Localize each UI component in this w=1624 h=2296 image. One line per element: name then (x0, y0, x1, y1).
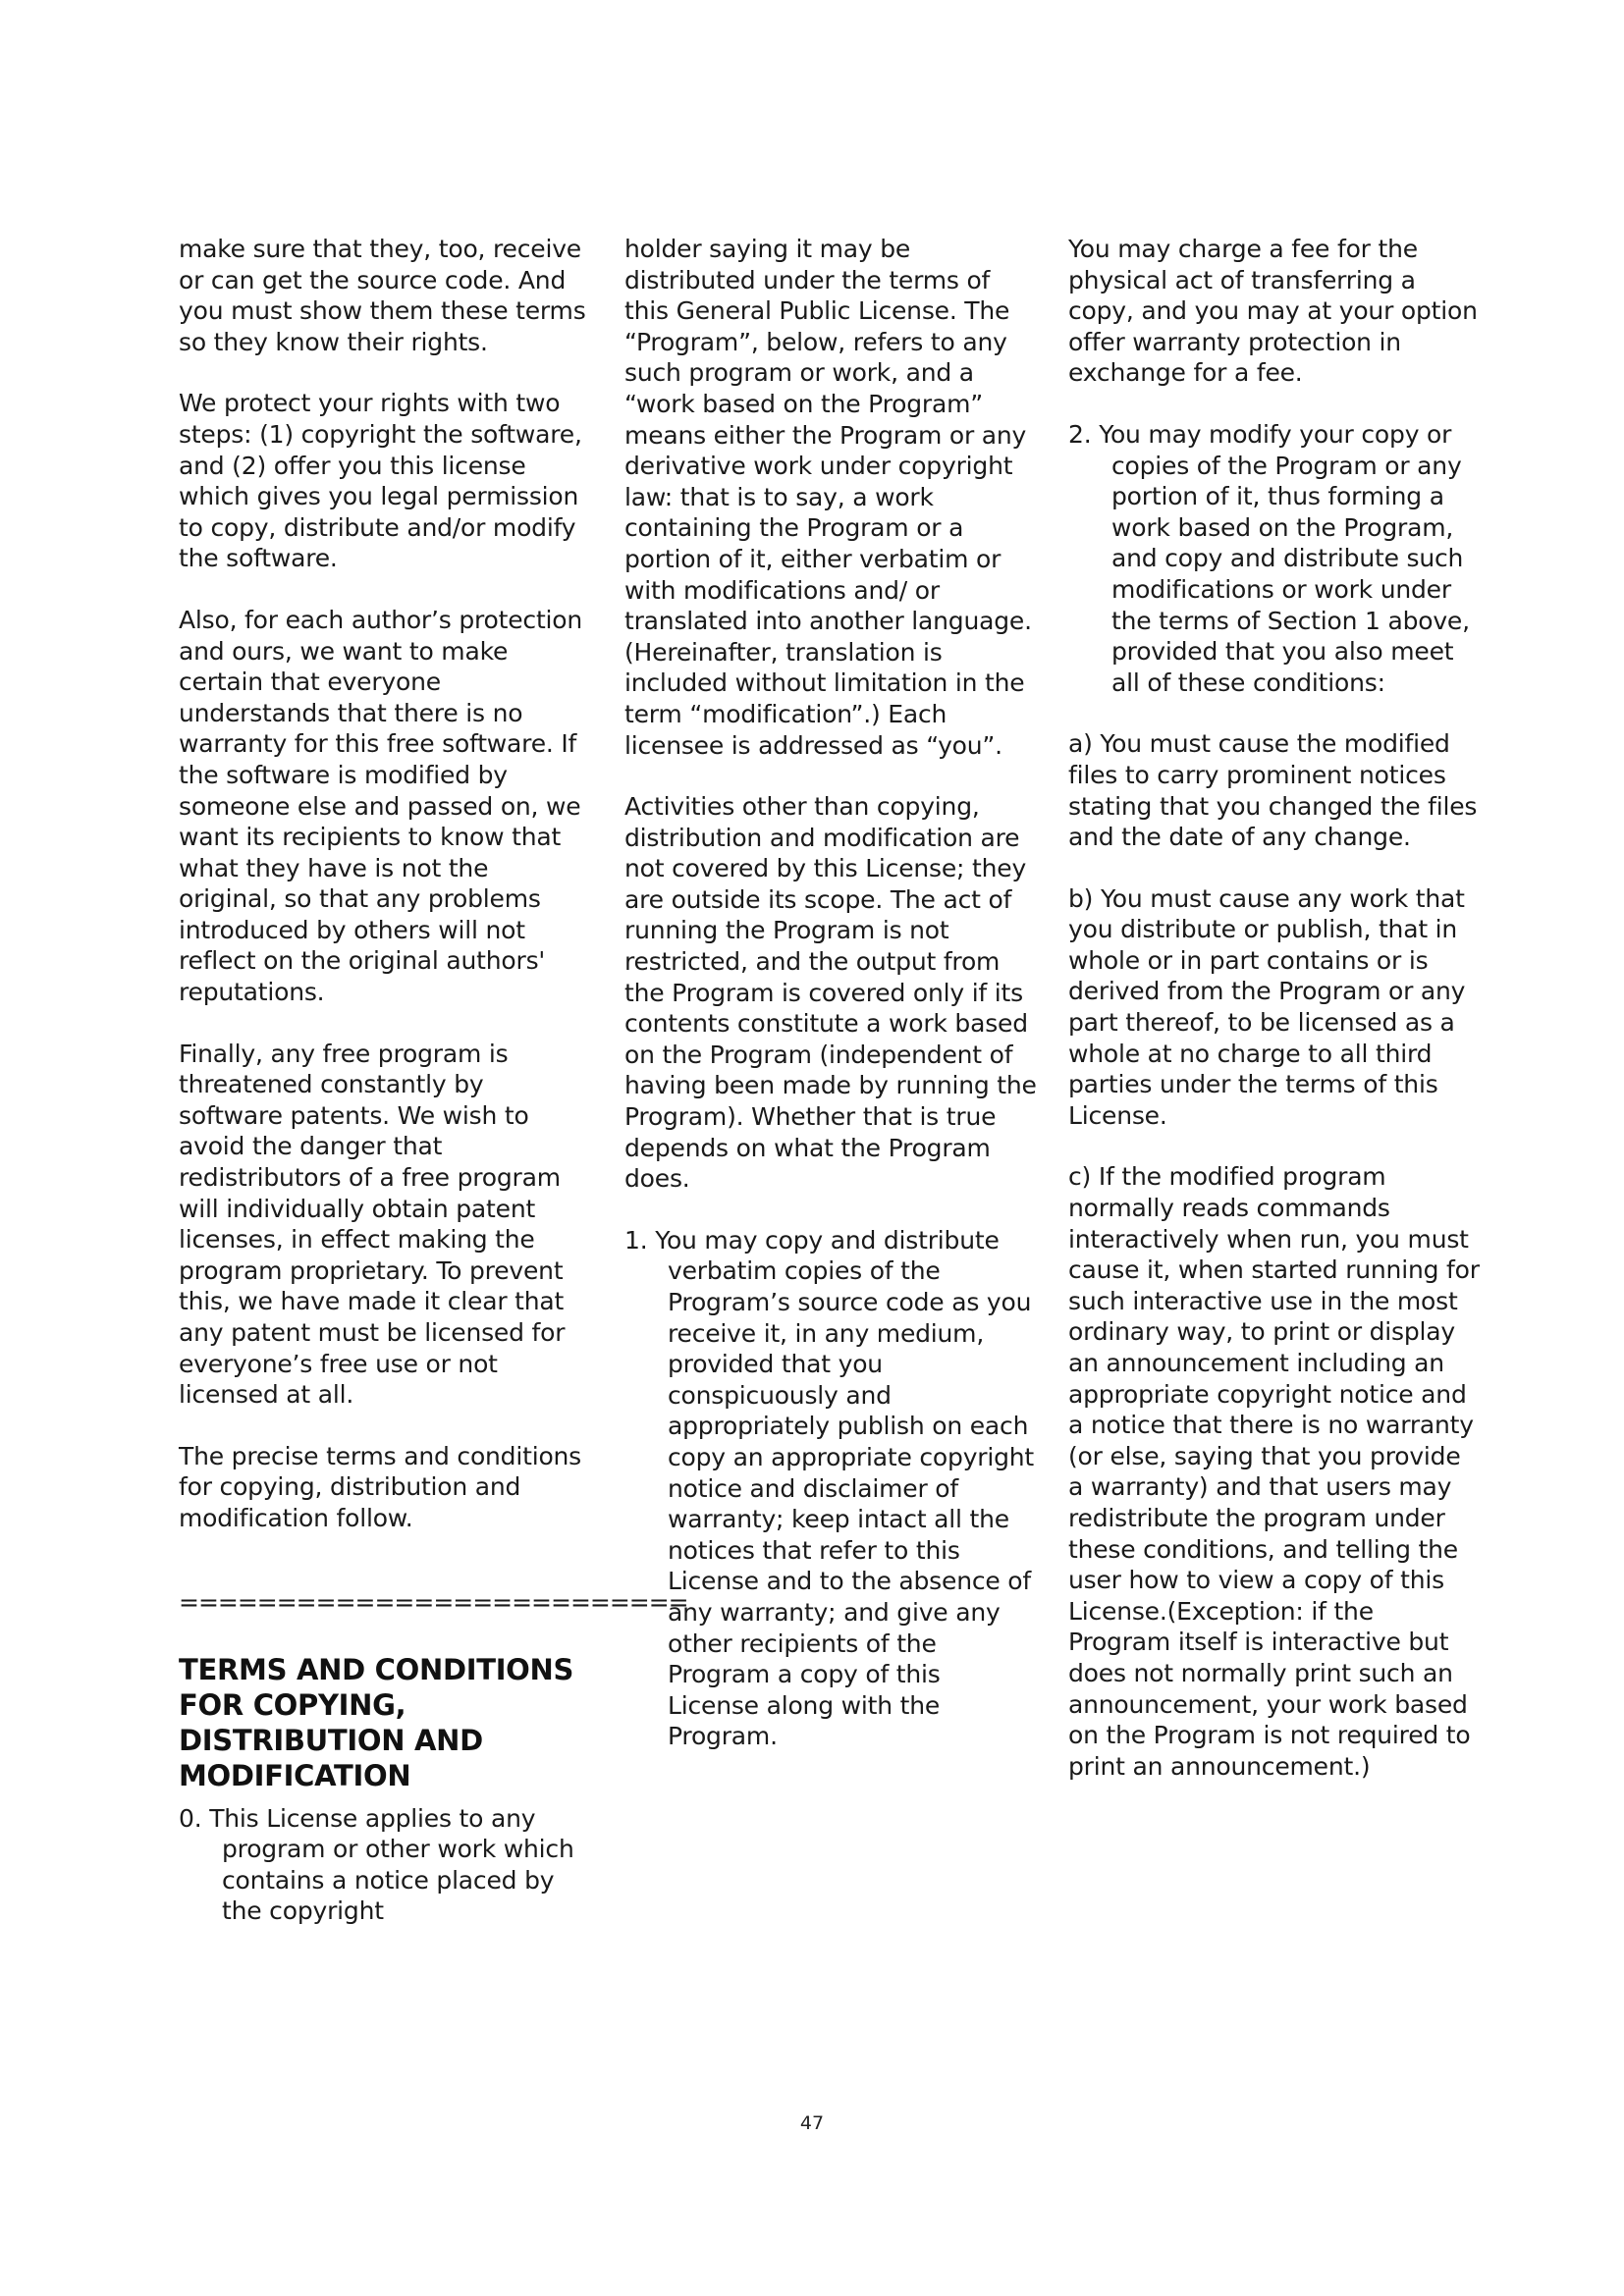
paragraph-no-warranty: Also, for each author’s protection and ours, we want to make certain that everyone understands that there is no warranty for this free software. If the software is modified by someone else and passed on, we want its recipients to know that what they have is not the original, so that any problems introduced by others will not reflect on the original authors' reputations. (179, 605, 583, 1007)
column-left (179, 234, 688, 1957)
paragraph-charge-fee: You may charge a fee for the physical act of transferring a copy, and you may at your option offer warranty protection in exchange for a fee. (1068, 235, 1478, 388)
condition-a: a) You must cause the modified files to carry prominent notices stating that you changed the files and the date of any change. (1068, 729, 1478, 852)
section-heading: TERMS AND CONDITIONS FOR COPYING, DISTRIBUTION AND MODIFICATION (179, 1652, 574, 1792)
paragraph-software-patents: Finally, any free program is threatened constantly by software patents. We wish to avoid the danger that redistributors of a free program will individually obtain patent licenses, in effect making the program proprietary. To prevent this, we have made it clear that any patent must be licensed for everyone’s free use or not licensed at all. (179, 1039, 566, 1410)
term-item-2: 2. You may modify your copy or copies of the Program or any portion of it, thus forming a work based on the Program, and copy and distribute such modifications or work under the terms of Section 1 above, provided that you also meet all of these conditions: (1068, 419, 1470, 697)
section-separator: ========================== (179, 1587, 688, 1617)
term-item-0: 0. This License applies to any program or other work which contains a notice placed by the copyright (179, 1803, 574, 1926)
term-item-1: 1. You may copy and distribute verbatim copies of the Program’s source code as you receive it, in any medium, provided that you conspicuously and appropriately publish on each copy an appropriate copyright notice and disclaimer of warranty; keep intact all the notices that refer to this License and to the absence of any warranty; and give any other recipients of the Program a copy of this License along with the Program. (624, 1225, 1035, 1751)
paragraph-precise-terms: The precise terms and conditions for copying, distribution and modification follow. (179, 1441, 582, 1532)
paragraph-activities: Activities other than copying, distribution and modification are not covered by this License; they are outside its scope. The act of running the Program is not restricted, and the output from the Program is covered only if its contents constitute a work based on the Program (independent of having been made by running the Program). Whether that is true depends on what the Program does. (624, 792, 1037, 1194)
page-number: 47 (799, 2112, 825, 2134)
column-middle (624, 234, 1037, 1783)
paragraph-protect-rights: We protect your rights with two steps: (1) copyright the software, and (2) offer you this license which gives you legal permission to copy, distribute and/or modify the software. (179, 389, 582, 573)
column-right (1068, 234, 1481, 1812)
paragraph-program-definition: holder saying it may be distributed under the terms of this General Public License. The “Program”, below, refers to any such program or work, and a “work based on the Program” means either the Program or any derivative work under copyright law: that is to say, a work containing the Program or a portion of it, either verbatim or with modifications and/ or translated into another language. (Hereinafter, translation is included without limitation in the term “modification”.) Each licensee is addressed as “you”. (624, 235, 1032, 760)
condition-b: b) You must cause any work that you distribute or publish, that in whole or in part contains or is derived from the Program or any part thereof, to be licensed as a whole at no charge to all third parties under the terms of this License. (1068, 883, 1466, 1130)
condition-c: c) If the modified program normally reads commands interactively when run, you must cause it, when started running for such interactive use in the most ordinary way, to print or display an announcement including an appropriate copyright notice and a notice that there is no warranty (or else, saying that you provide a warranty) and that users may redistribute the program under these conditions, and telling the user how to view a copy of this License.(Exception: if the Program itself is interactive but does not normally print such an announcement, your work based on the Program is not required to print an announcement.) (1068, 1162, 1480, 1781)
paragraph-source-code: make sure that they, too, receive or can get the source code. And you must show them these terms so they know their rights. (179, 235, 586, 356)
